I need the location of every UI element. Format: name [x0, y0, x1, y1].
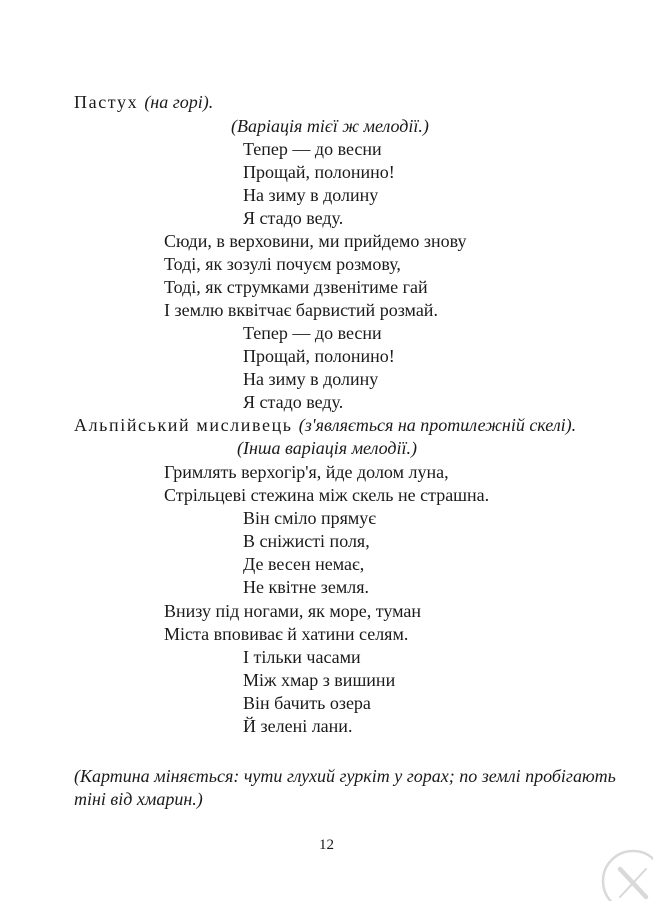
verse-line: Де весен немає, [243, 554, 365, 574]
verse-line: Я стадо веду. [243, 392, 344, 412]
verse-line: Я стадо веду. [243, 208, 344, 228]
verse-line: Тоді, як струмками дзвенітиме гай [164, 277, 428, 297]
verse-line: Він бачить озера [243, 693, 371, 713]
verse-line: Тепер — до весни [243, 323, 382, 343]
verse-line: Міста вповиває й хатини селям. [164, 624, 409, 644]
verse-line: На зиму в долину [243, 185, 379, 205]
verse-line: І тільки часами [243, 647, 361, 667]
speaker-name: Пастух [74, 92, 145, 112]
stage-direction: (Інша варіація мелодії.) [237, 438, 418, 458]
verse-line: На зиму в долину [243, 369, 379, 389]
stage-direction: (на горі). [144, 92, 214, 112]
speaker-name: Альпійський мисливець [74, 415, 299, 435]
verse-line: Прощай, полонино! [243, 346, 395, 366]
stage-direction: (Варіація тієї ж мелодії.) [231, 116, 429, 136]
verse-line: І землю вквітчає барвистий розмай. [164, 300, 438, 320]
verse-line: Гримлять верхогір'я, йде долом луна, [164, 462, 449, 482]
speaker-line-shepherd [74, 91, 213, 113]
verse-line: Прощай, полонино! [243, 162, 395, 182]
verse-line: Внизу під ногами, як море, туман [164, 601, 422, 621]
page-number: 12 [319, 837, 334, 853]
verse-line: В сніжисті поля, [243, 531, 370, 551]
verse-line: Сюди, в верховини, ми прийдемо знову [164, 231, 467, 251]
stage-direction: (Картина міняється: чути глухий гуркіт у горах; по землі пробігають [74, 766, 616, 786]
verse-line: Між хмар з вишини [243, 670, 396, 690]
verse-line: Тепер — до весни [243, 139, 382, 159]
stage-direction: тіні від хмарин.) [74, 789, 203, 809]
verse-line: Стрільцеві стежина між скель не страшна. [164, 485, 490, 505]
verse-line: Й зелені лани. [243, 716, 353, 736]
verse-line: Не квітне земля. [243, 577, 369, 597]
verse-line: Він сміло прямує [243, 508, 377, 528]
verse-line: Тоді, як зозулі почуєм розмову, [164, 254, 401, 274]
stage-direction: (з'являється на протилежній скелі). [298, 415, 577, 435]
speaker-line-hunter [74, 414, 576, 436]
publisher-logo-icon [597, 845, 653, 901]
